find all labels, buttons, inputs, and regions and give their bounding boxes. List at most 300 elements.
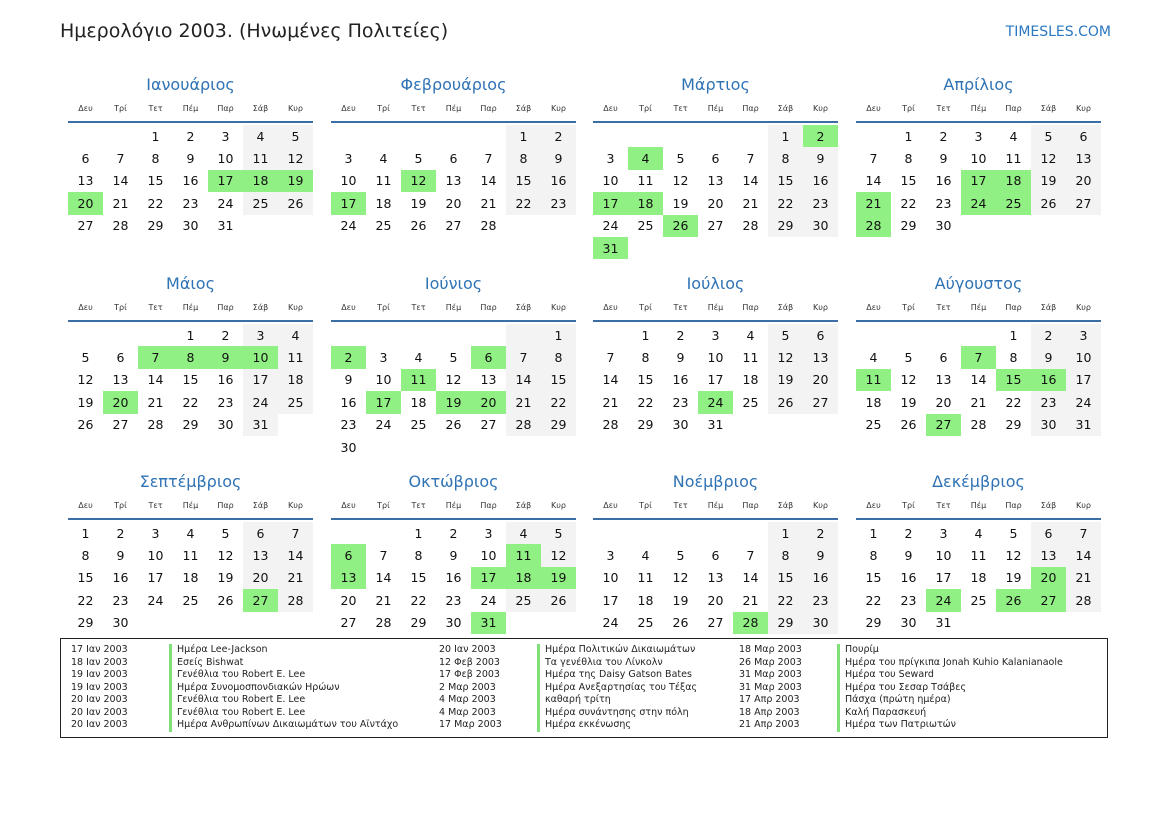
- weekday-label: Δευ: [78, 303, 93, 312]
- weekday-label: Κυρ: [1076, 303, 1091, 312]
- day-cell: 24: [480, 592, 497, 608]
- day-cell: 11: [856, 369, 891, 391]
- day-cell: 27: [112, 417, 129, 433]
- day-cell: 29: [77, 615, 94, 631]
- day-cell: 14: [742, 173, 759, 189]
- day-cell: 2: [1031, 324, 1066, 346]
- weekday-label: Δευ: [603, 303, 618, 312]
- holiday-column: [61, 644, 398, 732]
- holiday-row: [61, 669, 398, 682]
- day-cell: 31: [935, 615, 952, 631]
- weekday-label: Κυρ: [288, 303, 303, 312]
- holiday-date: 20 Ιαν 2003: [71, 694, 128, 705]
- day-cell: 22: [768, 589, 803, 611]
- day-cell: 2: [541, 125, 576, 147]
- empty-day-cell: [663, 237, 698, 259]
- day-grid: [68, 522, 313, 634]
- day-cell: 28: [147, 417, 164, 433]
- empty-day-cell: [1066, 612, 1101, 634]
- day-cell: 25: [996, 192, 1031, 214]
- weekday-label: Δευ: [866, 501, 881, 510]
- holiday-date: 17 Απρ 2003: [739, 694, 800, 705]
- day-cell: 23: [182, 195, 199, 211]
- day-cell: 16: [803, 567, 838, 589]
- day-cell: 17: [243, 369, 278, 391]
- weekday-label: Δευ: [341, 501, 356, 510]
- day-cell: 27: [243, 589, 278, 611]
- day-cell: 10: [1066, 346, 1101, 368]
- day-cell: 24: [926, 589, 961, 611]
- day-cell: 30: [900, 615, 917, 631]
- day-cell: 28: [480, 218, 497, 234]
- holiday-row: [729, 644, 1063, 657]
- day-cell: 9: [449, 548, 458, 564]
- day-cell: 4: [243, 125, 278, 147]
- holiday-name: Ημέρα συνάντησης στην πόλη: [537, 707, 689, 720]
- day-cell: 15: [182, 372, 199, 388]
- day-cell: 3: [151, 525, 160, 541]
- empty-day-cell: [278, 414, 313, 436]
- day-cell: 28: [970, 417, 987, 433]
- day-cell: 15: [77, 570, 94, 586]
- day-cell: 12: [217, 548, 234, 564]
- day-cell: 20: [445, 195, 462, 211]
- empty-day-cell: [733, 414, 768, 436]
- empty-day-cell: [366, 324, 401, 346]
- day-cell: 11: [401, 369, 436, 391]
- day-cell: 26: [77, 417, 94, 433]
- empty-day-cell: [208, 612, 243, 634]
- empty-day-cell: [593, 324, 628, 346]
- month-name: Ιούνιος: [424, 274, 483, 293]
- holiday-row: [61, 694, 398, 707]
- empty-day-cell: [401, 125, 436, 147]
- day-cell: 3: [243, 324, 278, 346]
- weekday-header: [68, 104, 313, 123]
- holiday-name: Καλή Παρασκευή: [837, 707, 926, 720]
- weekday-header: [593, 303, 838, 322]
- day-cell: 14: [480, 173, 497, 189]
- day-cell: 27: [77, 218, 94, 234]
- day-cell: 2: [116, 525, 125, 541]
- day-cell: 7: [746, 548, 755, 564]
- holiday-name: Ημέρα του Σεσαρ Τσάβες: [837, 682, 966, 695]
- day-cell: 19: [672, 195, 689, 211]
- empty-day-cell: [1066, 215, 1101, 237]
- day-cell: 9: [1031, 346, 1066, 368]
- month-name: Σεπτέμβριος: [139, 472, 242, 491]
- day-cell: 26: [278, 192, 313, 214]
- day-cell: 6: [1031, 522, 1066, 544]
- holiday-date: 21 Απρ 2003: [739, 719, 800, 730]
- day-cell: 4: [379, 151, 388, 167]
- empty-day-cell: [278, 612, 313, 634]
- day-cell: 16: [541, 170, 576, 192]
- day-cell: 28: [742, 218, 759, 234]
- month-name: Ιανουάριος: [146, 75, 235, 94]
- day-cell: 7: [606, 350, 615, 366]
- weekday-label: Παρ: [742, 104, 759, 113]
- month-calendar: [856, 471, 1101, 634]
- day-cell: 5: [278, 125, 313, 147]
- day-cell: 4: [414, 350, 423, 366]
- day-cell: 21: [856, 192, 891, 214]
- weekday-label: Δευ: [78, 104, 93, 113]
- day-cell: 10: [970, 151, 987, 167]
- weekday-label: Τετ: [936, 104, 951, 113]
- day-cell: 28: [856, 215, 891, 237]
- empty-day-cell: [331, 324, 366, 346]
- day-cell: 1: [1009, 327, 1018, 343]
- day-cell: 29: [147, 218, 164, 234]
- empty-day-cell: [471, 436, 506, 458]
- day-cell: 5: [449, 350, 458, 366]
- holiday-row: [729, 694, 1063, 707]
- day-cell: 28: [278, 589, 313, 611]
- day-cell: 21: [742, 592, 759, 608]
- day-cell: 8: [414, 548, 423, 564]
- weekday-label: Τρί: [902, 104, 915, 113]
- day-cell: 26: [672, 615, 689, 631]
- weekday-label: Δευ: [603, 501, 618, 510]
- day-cell: 4: [641, 548, 650, 564]
- holiday-date: 31 Μαρ 2003: [739, 681, 802, 693]
- day-cell: 11: [637, 173, 654, 189]
- empty-day-cell: [138, 324, 173, 346]
- day-cell: 14: [602, 372, 619, 388]
- day-cell: 28: [602, 417, 619, 433]
- day-cell: 27: [1066, 192, 1101, 214]
- weekday-header: [331, 104, 576, 123]
- month-calendar: [331, 273, 576, 458]
- holiday-date: 19 Ιαν 2003: [71, 669, 128, 680]
- month-name: Απρίλιος: [943, 75, 1014, 94]
- day-cell: 17: [147, 570, 164, 586]
- day-cell: 6: [1066, 125, 1101, 147]
- day-cell: 23: [672, 394, 689, 410]
- holiday-name: Εσείς Bishwat: [169, 657, 243, 670]
- weekday-label: Τρί: [639, 501, 652, 510]
- day-cell: 13: [77, 173, 94, 189]
- day-cell: 14: [742, 570, 759, 586]
- holiday-name: καθαρή τρίτη: [537, 694, 611, 707]
- day-cell: 19: [278, 170, 313, 192]
- day-cell: 7: [506, 346, 541, 368]
- day-cell: 13: [1066, 147, 1101, 169]
- weekday-header: [331, 303, 576, 322]
- weekday-label: Παρ: [217, 501, 234, 510]
- month-calendar: [593, 471, 838, 634]
- day-cell: 24: [243, 391, 278, 413]
- day-cell: 23: [217, 394, 234, 410]
- day-cell: 12: [1031, 147, 1066, 169]
- day-cell: 23: [445, 592, 462, 608]
- weekday-label: Παρ: [742, 303, 759, 312]
- day-cell: 23: [1031, 391, 1066, 413]
- day-cell: 21: [1066, 567, 1101, 589]
- empty-day-cell: [366, 436, 401, 458]
- day-cell: 13: [331, 567, 366, 589]
- day-cell: 12: [1005, 548, 1022, 564]
- day-cell: 18: [996, 170, 1031, 192]
- holiday-row: [729, 719, 1063, 732]
- day-cell: 5: [414, 151, 423, 167]
- day-cell: 24: [602, 615, 619, 631]
- day-cell: 20: [1066, 170, 1101, 192]
- day-cell: 19: [217, 570, 234, 586]
- day-cell: 15: [768, 567, 803, 589]
- site-link[interactable]: TIMESLES.COM: [1005, 24, 1111, 40]
- holiday-name: Γενέθλια του Robert E. Lee: [169, 694, 305, 707]
- holiday-row: [729, 669, 1063, 682]
- day-cell: 2: [803, 522, 838, 544]
- day-cell: 17: [331, 192, 366, 214]
- weekday-label: Παρ: [1005, 104, 1022, 113]
- weekday-label: Τρί: [114, 303, 127, 312]
- day-cell: 10: [935, 548, 952, 564]
- holiday-row: [429, 644, 697, 657]
- day-grid: [68, 125, 313, 237]
- weekday-label: Τρί: [377, 303, 390, 312]
- empty-day-cell: [103, 324, 138, 346]
- empty-day-cell: [506, 612, 541, 634]
- month-name: Φεβρουάριος: [400, 75, 507, 94]
- weekday-label: Τρί: [902, 303, 915, 312]
- day-cell: 3: [606, 151, 615, 167]
- holiday-name: Πάσχα (πρώτη ημέρα): [837, 694, 951, 707]
- day-grid: [593, 324, 838, 436]
- day-cell: 25: [243, 192, 278, 214]
- day-cell: 31: [217, 218, 234, 234]
- day-cell: 2: [904, 525, 913, 541]
- day-cell: 11: [637, 570, 654, 586]
- empty-day-cell: [961, 215, 996, 237]
- weekday-label: Κυρ: [813, 303, 828, 312]
- weekday-label: Παρ: [217, 104, 234, 113]
- day-cell: 22: [768, 192, 803, 214]
- day-grid: [856, 324, 1101, 436]
- day-cell: 5: [221, 525, 230, 541]
- day-cell: 9: [541, 147, 576, 169]
- holiday-date: 20 Ιαν 2003: [439, 644, 496, 655]
- day-cell: 16: [445, 570, 462, 586]
- day-cell: 29: [410, 615, 427, 631]
- day-cell: 26: [541, 589, 576, 611]
- day-cell: 14: [147, 372, 164, 388]
- holiday-name: Ημέρα Ανεξαρτησίας του Τέξας: [537, 682, 697, 695]
- day-cell: 1: [506, 125, 541, 147]
- holiday-name: Γενέθλια του Robert E. Lee: [169, 707, 305, 720]
- day-cell: 22: [900, 195, 917, 211]
- weekday-label: Τρί: [114, 501, 127, 510]
- empty-day-cell: [628, 237, 663, 259]
- weekday-header: [856, 501, 1101, 520]
- day-cell: 25: [410, 417, 427, 433]
- day-cell: 29: [865, 615, 882, 631]
- day-cell: 10: [480, 548, 497, 564]
- day-cell: 5: [81, 350, 90, 366]
- day-cell: 8: [904, 151, 913, 167]
- day-cell: 20: [1031, 567, 1066, 589]
- day-cell: 1: [768, 125, 803, 147]
- day-cell: 26: [217, 592, 234, 608]
- month-name: Νοέμβριος: [672, 472, 759, 491]
- day-cell: 14: [112, 173, 129, 189]
- day-cell: 26: [445, 417, 462, 433]
- empty-day-cell: [436, 436, 471, 458]
- day-cell: 1: [186, 327, 195, 343]
- day-cell: 30: [935, 218, 952, 234]
- day-cell: 2: [676, 327, 685, 343]
- day-cell: 16: [672, 372, 689, 388]
- day-cell: 17: [1066, 369, 1101, 391]
- day-cell: 21: [480, 195, 497, 211]
- month-calendar: [331, 74, 576, 237]
- day-cell: 12: [900, 372, 917, 388]
- empty-day-cell: [1031, 612, 1066, 634]
- weekday-label: Πέμ: [182, 303, 199, 312]
- empty-day-cell: [891, 324, 926, 346]
- day-cell: 28: [112, 218, 129, 234]
- empty-day-cell: [803, 414, 838, 436]
- day-cell: 30: [803, 215, 838, 237]
- empty-day-cell: [856, 324, 891, 346]
- day-cell: 28: [733, 612, 768, 634]
- weekday-label: Δευ: [603, 104, 618, 113]
- day-cell: 23: [803, 192, 838, 214]
- day-cell: 18: [742, 372, 759, 388]
- empty-day-cell: [471, 324, 506, 346]
- weekday-label: Δευ: [341, 303, 356, 312]
- day-cell: 15: [541, 369, 576, 391]
- day-cell: 31: [243, 414, 278, 436]
- day-cell: 8: [541, 346, 576, 368]
- day-cell: 22: [410, 592, 427, 608]
- day-cell: 29: [900, 218, 917, 234]
- day-cell: 10: [243, 346, 278, 368]
- holiday-row: [61, 657, 398, 670]
- weekday-label: Σάβ: [777, 303, 794, 312]
- day-cell: 18: [506, 567, 541, 589]
- day-cell: 18: [243, 170, 278, 192]
- weekday-label: Παρ: [480, 104, 497, 113]
- day-cell: 6: [471, 346, 506, 368]
- day-cell: 11: [243, 147, 278, 169]
- day-cell: 4: [746, 327, 755, 343]
- day-cell: 29: [768, 215, 803, 237]
- empty-day-cell: [733, 125, 768, 147]
- day-cell: 20: [471, 391, 506, 413]
- holiday-date: 31 Μαρ 2003: [739, 669, 802, 680]
- holiday-name: Τα γενέθλια του Λίνκολν: [537, 657, 663, 670]
- day-cell: 24: [147, 592, 164, 608]
- day-cell: 29: [637, 417, 654, 433]
- day-cell: 22: [637, 394, 654, 410]
- holiday-date: 18 Μαρ 2003: [739, 644, 802, 655]
- month-calendar: [68, 74, 313, 237]
- day-cell: 12: [541, 544, 576, 566]
- day-cell: 4: [869, 350, 878, 366]
- month-calendar: [68, 273, 313, 436]
- day-cell: 18: [375, 195, 392, 211]
- day-cell: 16: [1031, 369, 1066, 391]
- holiday-column: [729, 644, 1063, 732]
- day-cell: 4: [506, 522, 541, 544]
- day-cell: 30: [340, 439, 357, 455]
- weekday-label: Σάβ: [252, 501, 269, 510]
- day-cell: 7: [1066, 522, 1101, 544]
- day-cell: 13: [935, 372, 952, 388]
- weekday-label: Τρί: [377, 501, 390, 510]
- day-cell: 26: [410, 218, 427, 234]
- day-cell: 15: [637, 372, 654, 388]
- day-cell: 11: [278, 346, 313, 368]
- day-cell: 14: [278, 544, 313, 566]
- empty-day-cell: [243, 612, 278, 634]
- day-cell: 30: [803, 612, 838, 634]
- day-cell: 19: [672, 592, 689, 608]
- day-cell: 15: [768, 170, 803, 192]
- weekday-label: Παρ: [217, 303, 234, 312]
- weekday-header: [593, 501, 838, 520]
- day-cell: 27: [803, 391, 838, 413]
- day-cell: 9: [803, 544, 838, 566]
- holiday-date: 4 Μαρ 2003: [439, 706, 496, 718]
- weekday-label: Τρί: [639, 104, 652, 113]
- holiday-row: [729, 707, 1063, 720]
- day-cell: 24: [340, 218, 357, 234]
- day-cell: 14: [506, 369, 541, 391]
- day-cell: 5: [768, 324, 803, 346]
- weekday-label: Τετ: [411, 501, 426, 510]
- day-cell: 23: [935, 195, 952, 211]
- holiday-row: [61, 719, 398, 732]
- day-cell: 6: [939, 350, 948, 366]
- day-cell: 13: [1031, 544, 1066, 566]
- day-grid: [593, 125, 838, 259]
- day-cell: 20: [68, 192, 103, 214]
- day-cell: 22: [147, 195, 164, 211]
- day-cell: 27: [340, 615, 357, 631]
- day-cell: 14: [1066, 544, 1101, 566]
- day-cell: 21: [112, 195, 129, 211]
- day-cell: 21: [506, 391, 541, 413]
- day-cell: 1: [81, 525, 90, 541]
- holiday-date: 20 Ιαν 2003: [71, 706, 128, 718]
- day-cell: 12: [401, 170, 436, 192]
- weekday-header: [68, 501, 313, 520]
- weekday-label: Πέμ: [445, 104, 462, 113]
- weekday-label: Τετ: [936, 303, 951, 312]
- day-cell: 4: [278, 324, 313, 346]
- holiday-row: [61, 682, 398, 695]
- holiday-row: [429, 682, 697, 695]
- holiday-date: 17 Φεβ 2003: [439, 669, 500, 680]
- holiday-row: [429, 719, 697, 732]
- weekday-header: [856, 303, 1101, 322]
- weekday-label: Τετ: [148, 303, 163, 312]
- weekday-label: Πέμ: [707, 104, 724, 113]
- weekday-label: Τετ: [673, 501, 688, 510]
- month-name: Ιούλιος: [686, 274, 745, 293]
- weekday-label: Πέμ: [970, 501, 987, 510]
- holiday-date: 4 Μαρ 2003: [439, 694, 496, 705]
- holiday-list: [60, 638, 1108, 738]
- holiday-row: [429, 707, 697, 720]
- empty-day-cell: [366, 522, 401, 544]
- holiday-name: Ημέρα της Daisy Gatson Bates: [537, 669, 692, 682]
- empty-day-cell: [593, 125, 628, 147]
